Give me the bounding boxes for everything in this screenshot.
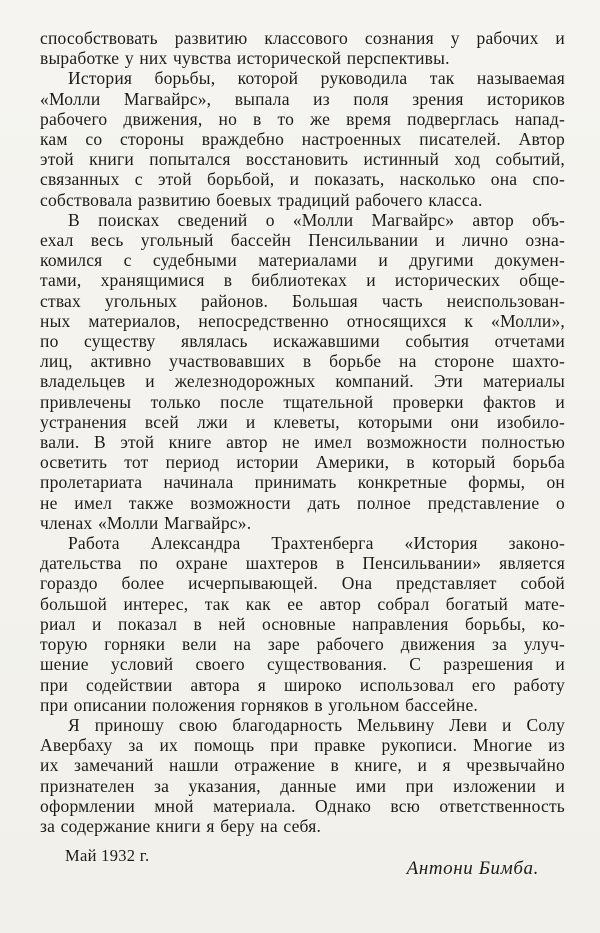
text-line: владельцев и железнодорожных компаний. Эти материалы [40, 371, 565, 392]
date-text: Май 1932 г. [65, 846, 150, 866]
paragraph [40, 533, 565, 715]
text-line: этой книги попытался восстановить истинный ход событий, [40, 149, 565, 170]
text-line: при содействии автора я широко использовал его работу [40, 674, 565, 695]
text-line: «Молли Магвайрс», выпала из поля зрения историков [40, 88, 565, 109]
paragraph [40, 28, 565, 68]
text-line: за содержание книги я беру на себя. [40, 815, 322, 836]
paragraph [40, 715, 565, 836]
text-line: оформлении мной материала. Однако всю ответственность [40, 795, 565, 816]
text-line: торую горняки вели на заре рабочего движения за улуч- [40, 634, 565, 655]
text-line: членах «Молли Магвайрс». [40, 512, 252, 533]
paragraph [40, 68, 565, 209]
text-line: рабочего движения, но в то же время подверглась напад- [40, 108, 565, 129]
text-line: по существу являлась искажавшими события отчетами [40, 331, 565, 352]
page-footer [40, 846, 565, 880]
text-line: Я приношу свою благодарность Мельвину Леви и Солу [68, 714, 565, 735]
text-line: История борьбы, которой руководила так называемая [68, 68, 565, 89]
text-line: Авербаху за их помощь при правке рукописи. Многие из [40, 735, 565, 756]
text-line: выработке у них чувства исторической перспективы. [40, 48, 450, 69]
paragraph [40, 210, 565, 533]
text-line: ехал весь угольный бассейн Пенсильвании и лично озна- [40, 230, 565, 251]
text-line: связанных с этой борьбой, и показать, насколько она спо- [40, 169, 565, 190]
text-line: риал и показал в ней основные направления борьбы, ко- [40, 613, 565, 634]
text-line: дательства по охране шахтеров в Пенсильвании» является [40, 553, 565, 574]
text-line: признателен за указания, данные ими при изложении и [40, 775, 565, 796]
text-line: комился с судебными материалами и другими докумен- [40, 250, 565, 271]
text-line: В поисках сведений о «Молли Магвайрс» автор объ- [68, 209, 565, 230]
author-signature-text: Антони Бимба. [406, 858, 539, 880]
text-line: их замечаний нашли отражение в книге, и я чрезвычайно [40, 755, 565, 776]
text-line: ных материалов, непосредственно относящихся к «Молли», [40, 310, 565, 331]
text-line: привлечены только после тщательной проверки фактов и [40, 391, 565, 412]
text-line: гораздо более исчерпывающей. Она представляет собой [40, 573, 565, 594]
text-line: Работа Александра Трахтенберга «История законо- [68, 533, 565, 554]
text-line: собствовала развитию боевых традиций рабочего класса. [40, 189, 483, 210]
page-body-text [40, 28, 565, 836]
text-line: пролетариата начинала принимать конкретные формы, он [40, 472, 565, 493]
text-line: большой интерес, так как ее автор собрал богатый мате- [40, 593, 565, 614]
text-line: устранения всей лжи и клеветы, которыми они изобило- [40, 411, 565, 432]
text-line: кам со стороны враждебно настроенных писателей. Автор [40, 129, 565, 150]
text-line: вали. В этой книге автор не имел возможности полностью [40, 432, 565, 453]
text-line: способствовать развитию классового сознания у рабочих и [40, 28, 565, 48]
text-line: при описании положения горняков в угольном бассейне. [40, 694, 478, 715]
text-line: не имел также возможности дать полное представление о [40, 492, 565, 513]
text-line: лиц, активно участвовавших в борьбе на стороне шахто- [40, 351, 565, 372]
text-line: ствах угольных районов. Большая часть неиспользован- [40, 290, 565, 311]
text-line: тами, хранящимися в библиотеках и исторических обще- [40, 270, 565, 291]
text-line: шение условий своего существования. С разрешения и [40, 654, 565, 675]
text-line: осветить тот период истории Америки, в который борьба [40, 452, 565, 473]
